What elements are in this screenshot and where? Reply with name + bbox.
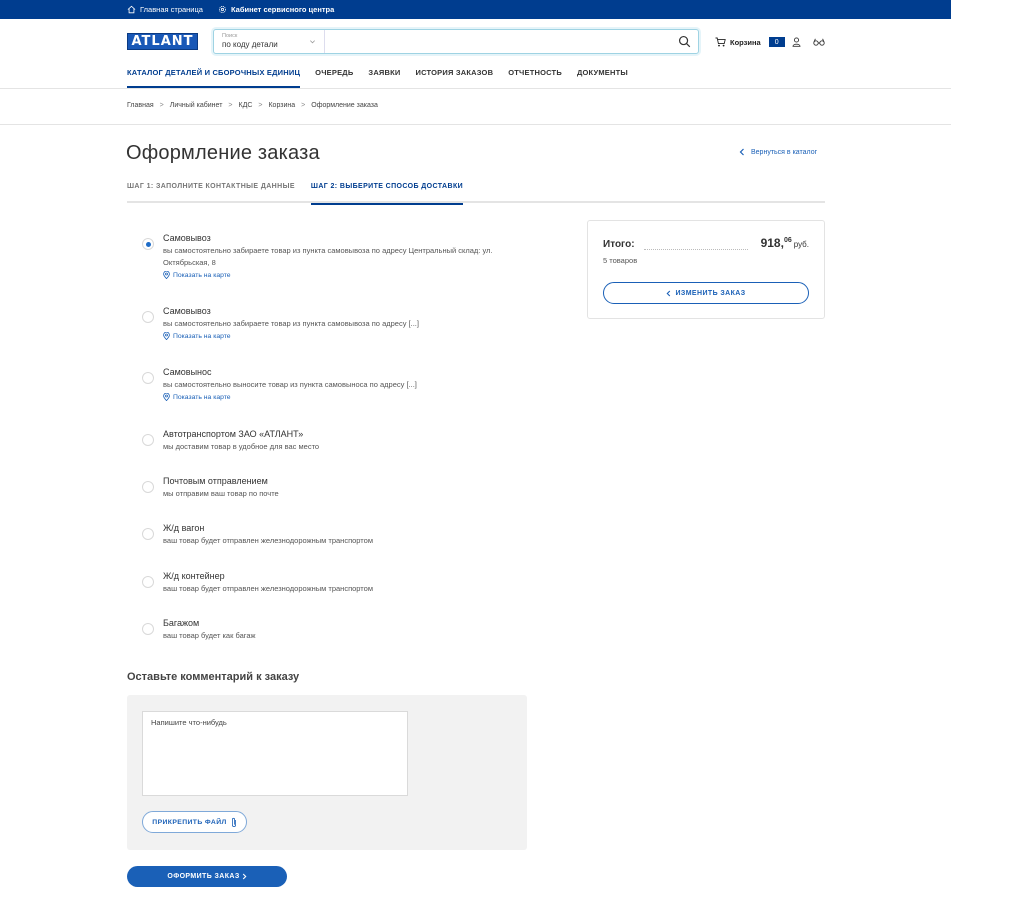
breadcrumb-separator: > xyxy=(159,102,164,109)
map-pin-icon xyxy=(163,332,170,340)
breadcrumb-home[interactable]: Главная xyxy=(127,102,154,109)
home-icon xyxy=(127,5,136,14)
delivery-radio[interactable] xyxy=(142,576,154,588)
delivery-option-desc: ваш товар будет как багаж xyxy=(163,631,256,640)
nav-item-requests[interactable]: ЗАЯВКИ xyxy=(368,68,401,77)
change-order-button[interactable] xyxy=(603,282,809,304)
delivery-radio[interactable] xyxy=(142,311,154,323)
home-link-label: Главная страница xyxy=(140,5,203,14)
attach-file-button[interactable] xyxy=(142,811,247,833)
price-fraction: 06 xyxy=(783,237,792,244)
cart-icon xyxy=(715,37,726,47)
delivery-option[interactable] xyxy=(142,618,522,644)
dotted-leader xyxy=(644,249,748,250)
delivery-option-title: Ж/д вагон xyxy=(163,523,205,533)
back-link-label: Вернуться в каталог xyxy=(751,148,818,156)
breadcrumb-separator: > xyxy=(228,102,233,109)
divider xyxy=(0,124,951,125)
paperclip-icon xyxy=(231,817,237,828)
submit-order-button[interactable] xyxy=(127,866,287,887)
comment-textarea[interactable] xyxy=(142,711,408,796)
nav-item-documents[interactable]: ДОКУМЕНТЫ xyxy=(576,68,628,77)
delivery-option-desc: вы самостоятельно выносите товар из пункта самовыноса по адресу [...] xyxy=(163,380,417,389)
search-input[interactable] xyxy=(326,30,656,53)
delivery-radio[interactable] xyxy=(142,481,154,493)
delivery-option-title: Автотранспортом ЗАО «АТЛАНТ» xyxy=(163,429,304,439)
breadcrumb-separator: > xyxy=(258,102,263,109)
breadcrumb-account[interactable]: Личный кабинет xyxy=(169,102,223,109)
delivery-option-desc: вы самостоятельно забираете товар из пункта самовывоза по адресу Центральный склад: ул. Октябрьская, 8 xyxy=(163,246,493,267)
delivery-option[interactable] xyxy=(142,306,522,346)
delivery-option-desc: вы самостоятельно забираете товар из пункта самовывоза по адресу [...] xyxy=(163,319,419,328)
comment-section-title: Оставьте комментарий к заказу xyxy=(127,671,300,683)
delivery-option-title: Багажом xyxy=(163,618,200,628)
chevron-down-icon xyxy=(309,38,316,45)
delivery-option[interactable] xyxy=(142,571,522,597)
cart-label: Корзина xyxy=(730,37,761,47)
comment-panel xyxy=(127,695,527,850)
delivery-option-title: Самовывоз xyxy=(163,306,211,316)
breadcrumb xyxy=(127,102,378,109)
delivery-option-desc: ваш товар будет отправлен железнодорожным транспортом xyxy=(163,536,373,545)
delivery-option-title: Самовывоз xyxy=(163,233,211,243)
delivery-option-title: Самовынос xyxy=(163,367,212,377)
show-on-map-link[interactable] xyxy=(163,271,231,279)
user-icon xyxy=(792,37,801,47)
delivery-radio[interactable] xyxy=(142,528,154,540)
delivery-radio[interactable] xyxy=(142,434,154,446)
show-on-map-link[interactable] xyxy=(163,393,231,401)
map-pin-icon xyxy=(163,271,170,279)
order-summary xyxy=(587,220,825,319)
delivery-option[interactable] xyxy=(142,476,522,502)
submit-order-label: ОФОРМИТЬ ЗАКАЗ xyxy=(167,873,240,880)
delivery-option[interactable] xyxy=(142,429,522,455)
show-on-map-label: Показать на карте xyxy=(173,393,231,401)
delivery-option[interactable] xyxy=(142,233,522,283)
back-to-catalog-link[interactable] xyxy=(739,148,817,156)
total-label: Итого: xyxy=(603,239,635,250)
delivery-radio[interactable] xyxy=(142,623,154,635)
search-type-label: Поиск xyxy=(222,33,238,39)
gear-icon xyxy=(218,5,227,14)
divider xyxy=(0,88,951,89)
price-integer: 918, xyxy=(760,236,784,250)
delivery-option-title: Ж/д контейнер xyxy=(163,571,225,581)
main-nav xyxy=(127,66,643,88)
delivery-option-desc: ваш товар будет отправлен железнодорожным транспортом xyxy=(163,584,373,593)
breadcrumb-current: Оформление заказа xyxy=(311,102,378,109)
glasses-icon xyxy=(813,37,825,47)
nav-item-queue[interactable]: ОЧЕРЕДЬ xyxy=(315,68,354,77)
nav-item-order-history[interactable]: ИСТОРИЯ ЗАКАЗОВ xyxy=(415,68,494,77)
delivery-option[interactable] xyxy=(142,367,522,407)
user-button[interactable] xyxy=(792,35,801,49)
tab-step-2[interactable]: ШАГ 2: ВЫБЕРИТЕ СПОСОБ ДОСТАВКИ xyxy=(311,182,463,203)
item-count: 5 товаров xyxy=(603,256,638,265)
cart-count-badge: 0 xyxy=(769,37,785,47)
delivery-option[interactable] xyxy=(142,523,522,549)
search-type-select[interactable] xyxy=(214,30,325,53)
nav-item-catalog[interactable]: КАТАЛОГ ДЕТАЛЕЙ И СБОРОЧНЫХ ЕДИНИЦ xyxy=(127,66,300,88)
page-title: Оформление заказа xyxy=(126,142,320,164)
chevron-left-icon xyxy=(739,148,745,156)
chevron-left-icon xyxy=(666,290,671,297)
search-type-value: по коду детали xyxy=(222,40,278,49)
attach-file-label: ПРИКРЕПИТЬ ФАЙЛ xyxy=(152,818,227,826)
delivery-option-desc: мы доставим товар в удобное для вас место xyxy=(163,442,320,451)
compare-button[interactable] xyxy=(813,35,825,49)
price-currency: руб. xyxy=(793,240,809,249)
checkout-steps xyxy=(127,182,825,203)
delivery-radio[interactable] xyxy=(142,238,154,250)
delivery-option-title: Почтовым отправлением xyxy=(163,476,268,486)
change-order-label: ИЗМЕНИТЬ ЗАКАЗ xyxy=(675,289,746,297)
search-bar xyxy=(213,29,699,54)
map-pin-icon xyxy=(163,393,170,401)
logo-text: ATLANT xyxy=(131,34,194,49)
service-center-label: Кабинет сервисного центра xyxy=(231,5,335,14)
service-center-link[interactable] xyxy=(218,0,334,19)
show-on-map-link[interactable] xyxy=(163,332,231,340)
tab-step-1[interactable]: ШАГ 1: ЗАПОЛНИТЕ КОНТАКТНЫЕ ДАННЫЕ xyxy=(127,183,295,190)
show-on-map-label: Показать на карте xyxy=(173,332,231,340)
chevron-right-icon xyxy=(242,873,247,880)
total-price xyxy=(761,236,809,250)
atlant-logo[interactable] xyxy=(127,33,198,50)
top-bar xyxy=(0,0,951,19)
breadcrumb-kds[interactable]: КДС xyxy=(238,102,253,109)
show-on-map-label: Показать на карте xyxy=(173,271,231,279)
breadcrumb-separator: > xyxy=(301,102,306,109)
nav-item-reports[interactable]: ОТЧЕТНОСТЬ xyxy=(508,68,562,77)
cart-link[interactable] xyxy=(715,35,785,49)
search-icon[interactable] xyxy=(678,35,691,48)
home-link[interactable] xyxy=(127,0,203,19)
delivery-radio[interactable] xyxy=(142,372,154,384)
delivery-option-desc: мы отправим ваш товар по почте xyxy=(163,489,279,498)
breadcrumb-cart[interactable]: Корзина xyxy=(268,102,296,109)
